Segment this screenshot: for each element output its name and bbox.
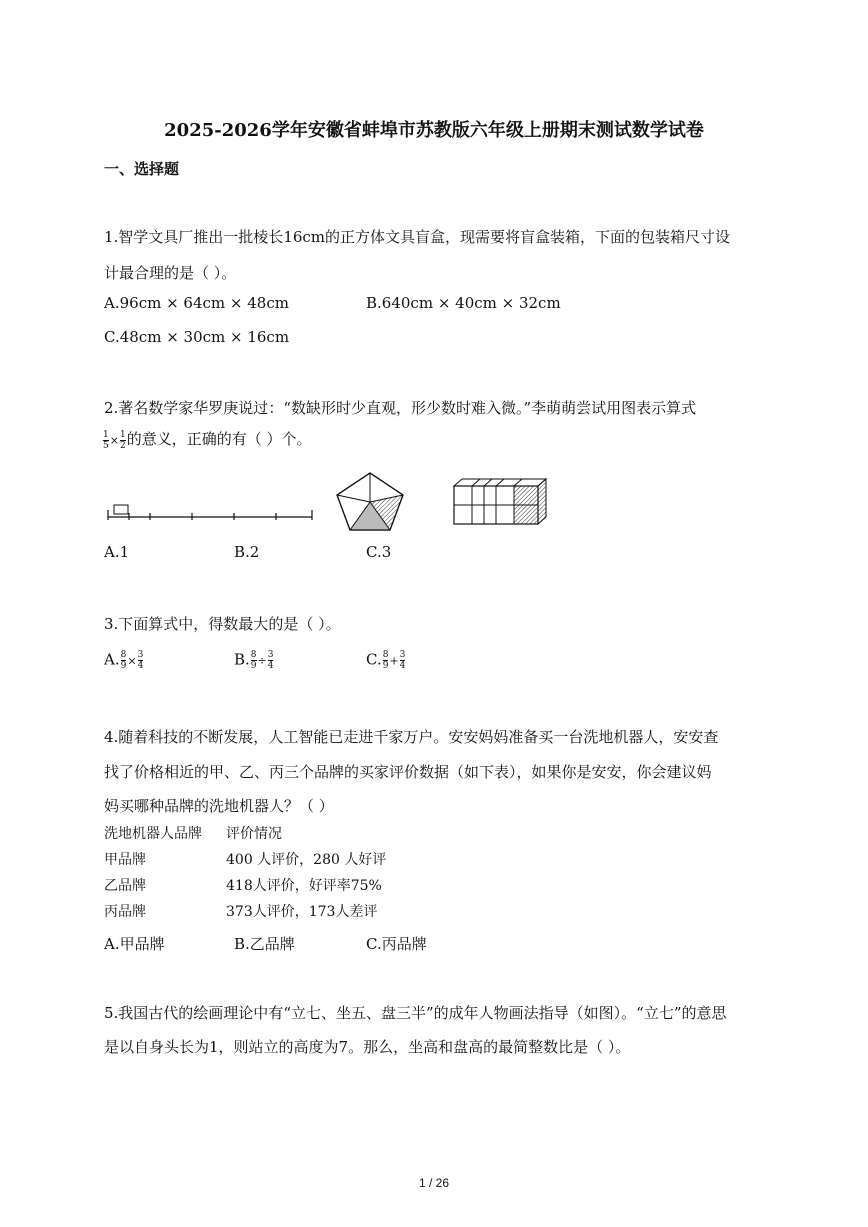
times-sign: ×: [109, 434, 119, 447]
q4-option-b: B.乙品牌: [234, 935, 295, 953]
q3-option-a: A. $\frac{8}{9}$ × $\frac{3}{4}$: [104, 650, 144, 671]
q1-option-a: A.96cm × 64cm × 48cm: [104, 294, 289, 312]
pentagon-figure: [334, 470, 406, 532]
question-2-text-2: [102, 428, 311, 451]
table-row: [104, 872, 386, 898]
table-row: [104, 846, 386, 872]
fraction-one-half: $\frac{1}{2}$: [119, 429, 126, 451]
table-cell: 甲品牌: [104, 852, 146, 868]
fraction-one-fifth: $\frac{1}{5}$: [103, 429, 109, 451]
question-4-text-3: 妈买哪种品牌的洗地机器人？（ ）: [104, 797, 334, 815]
section-heading: 一、选择题: [104, 160, 180, 178]
cuboid-figure: [450, 476, 550, 528]
question-4-text: 4.随着科技的不断发展，人工智能已走进千家万户。安安妈妈准备买一台洗地机器人，安安查: [104, 728, 719, 746]
q4-option-c: C.丙品牌: [366, 935, 427, 953]
table-cell: 418人评价，好评率75%: [226, 878, 382, 894]
question-1-text: 1.智学文具厂推出一批棱长16cm的正方体文具盲盒，现需要将盲盒装箱，下面的包装箱尺寸设: [104, 228, 731, 246]
q3-option-b: B. $\frac{8}{9}$ ÷ $\frac{3}{4}$: [234, 650, 274, 671]
table-row: [104, 898, 386, 924]
question-3-text: 3.下面算式中，得数最大的是（ ）。: [104, 615, 341, 633]
question-2-text: 2.著名数学家华罗庚说过：“数缺形时少直观，形少数时难入微。”李萌萌尝试用图表示算式: [104, 399, 697, 417]
q2-option-b: B.2: [234, 543, 260, 561]
page-number: 1 / 26: [418, 1176, 450, 1190]
question-5-text: 5.我国古代的绘画理论中有“立七、坐五、盘三半”的成年人物画法指导（如图）。“立七”的意思: [104, 1004, 727, 1022]
table-cell: 丙品牌: [104, 904, 146, 920]
table-header-cell: 洗地机器人品牌: [104, 826, 202, 842]
question-4-text-2: 找了价格相近的甲、乙、丙三个品牌的买家评价数据（如下表），如果你是安安，你会建议妈: [104, 763, 712, 781]
rating-table: [104, 820, 386, 924]
question-5-text-2: 是以自身头长为1，则站立的高度为7。那么，坐高和盘高的最简整数比是（ ）。: [104, 1038, 631, 1056]
table-header-row: [104, 820, 386, 846]
q4-option-a: A.甲品牌: [104, 935, 165, 953]
table-header-cell: 评价情况: [226, 826, 282, 842]
q1-option-c: C.48cm × 30cm × 16cm: [104, 328, 290, 346]
q3-option-c: C. $\frac{8}{9}$ + $\frac{3}{4}$: [366, 650, 406, 671]
q2-option-c: C.3: [366, 543, 392, 561]
table-cell: 373人评价，173人差评: [226, 904, 378, 920]
table-cell: 400 人评价，280 人好评: [226, 852, 387, 868]
q2-option-a: A.1: [104, 543, 130, 561]
question-2-tail: 的意义，正确的有（ ）个。: [126, 430, 312, 448]
page-title: 2025-2026学年安徽省蚌埠市苏教版六年级上册期末测试数学试卷: [164, 120, 704, 141]
question-1-text-2: 计最合理的是（ ）。: [104, 264, 237, 282]
q1-option-b: B.640cm × 40cm × 32cm: [366, 294, 561, 312]
table-cell: 乙品牌: [104, 878, 146, 894]
number-line-figure: [104, 500, 316, 524]
